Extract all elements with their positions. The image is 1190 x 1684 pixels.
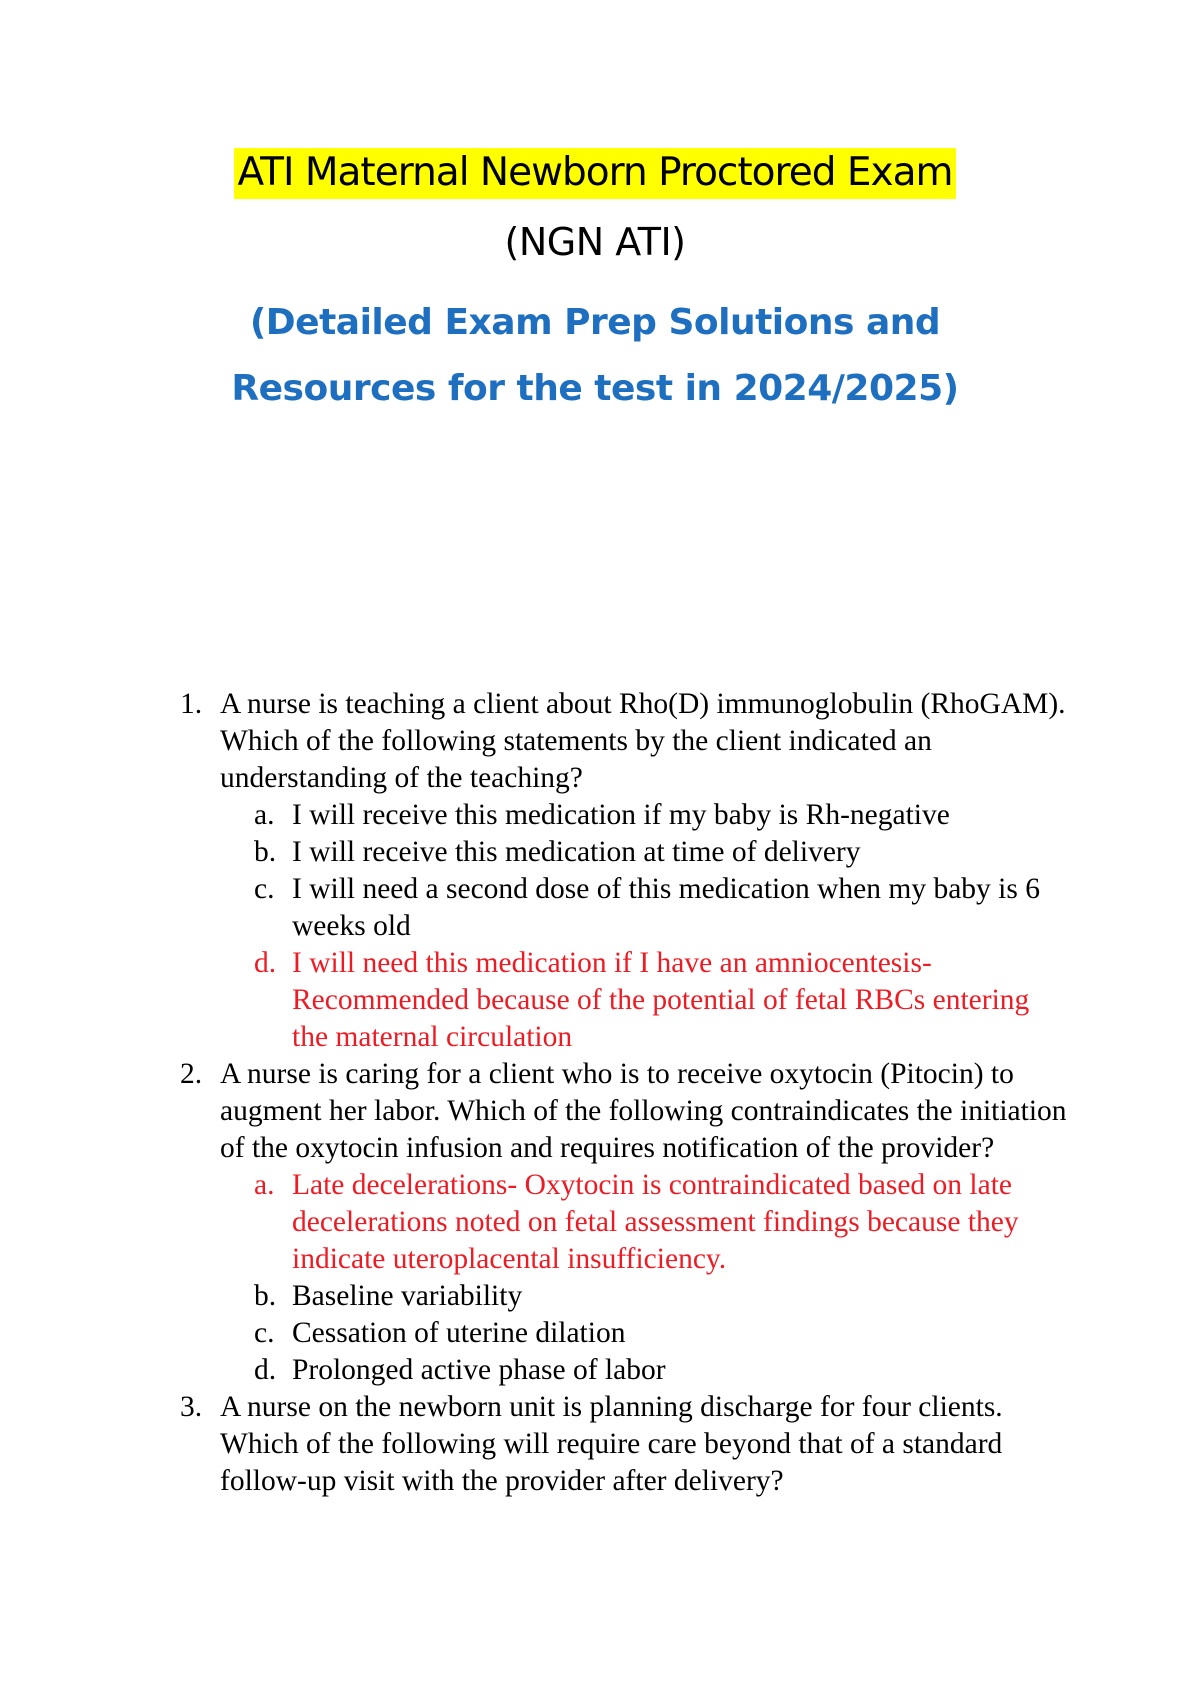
option-text: Prolonged active phase of labor (292, 1354, 666, 1386)
option-letter: b. (254, 836, 277, 868)
option-d (220, 1352, 1068, 1389)
page-subtitle: (NGN ATI) (504, 220, 686, 264)
document-header (0, 148, 1190, 422)
question-text: A nurse is caring for a client who is to receive oxytocin (Pitocin) to augment her labor. Which of the following contraindicates the initiation of the oxytocin infusion and requires notification of the provider? (220, 1058, 1067, 1164)
option-text: Late decelerations- Oxytocin is contraindicated based on late decelerations noted on fetal assessment findings because they indicate uteroplacental insufficiency. (292, 1169, 1019, 1275)
question-number: 2. (180, 1058, 203, 1090)
option-text: I will receive this medication at time of delivery (292, 836, 861, 868)
option-d-correct-answer (220, 945, 1068, 1056)
option-letter: c. (254, 873, 275, 905)
question-3 (168, 1389, 1068, 1500)
title-highlight: ATI Maternal Newborn Proctored Exam (234, 148, 957, 199)
question-list (168, 686, 1068, 1500)
option-letter: b. (254, 1280, 277, 1312)
option-text: I will receive this medication if my baby is Rh-negative (292, 799, 950, 831)
option-letter: d. (254, 1354, 277, 1386)
option-c (220, 871, 1068, 945)
page-title (0, 148, 1190, 198)
option-text: Cessation of uterine dilation (292, 1317, 626, 1349)
question-1 (168, 686, 1068, 1056)
option-letter: c. (254, 1317, 275, 1349)
option-b (220, 834, 1068, 871)
option-text: I will need this medication if I have an amniocentesis- Recommended because of the potential of fetal RBCs entering the maternal circulation (292, 947, 1030, 1053)
question-text: A nurse is teaching a client about Rho(D) immunoglobulin (RhoGAM). Which of the following statements by the client indicated an understanding of the teaching? (220, 688, 1066, 794)
page-tagline (0, 290, 1190, 422)
option-a (220, 797, 1068, 834)
tagline-line-2: Resources for the test in 2024/2025) (231, 368, 959, 409)
question-text: A nurse on the newborn unit is planning discharge for four clients. Which of the following will require care beyond that of a standard follow-up visit with the provider after delivery? (220, 1391, 1003, 1497)
option-c (220, 1315, 1068, 1352)
option-letter: a. (254, 799, 275, 831)
question-2 (168, 1056, 1068, 1389)
option-letter: a. (254, 1169, 275, 1201)
question-number: 1. (180, 688, 203, 720)
option-letter: d. (254, 947, 277, 979)
tagline-line-1: (Detailed Exam Prep Solutions and (249, 302, 941, 343)
question-number: 3. (180, 1391, 203, 1423)
option-list (220, 1167, 1068, 1389)
option-a-correct-answer (220, 1167, 1068, 1278)
option-list (220, 797, 1068, 1056)
option-text: Baseline variability (292, 1280, 523, 1312)
option-b (220, 1278, 1068, 1315)
option-text: I will need a second dose of this medication when my baby is 6 weeks old (292, 873, 1040, 942)
